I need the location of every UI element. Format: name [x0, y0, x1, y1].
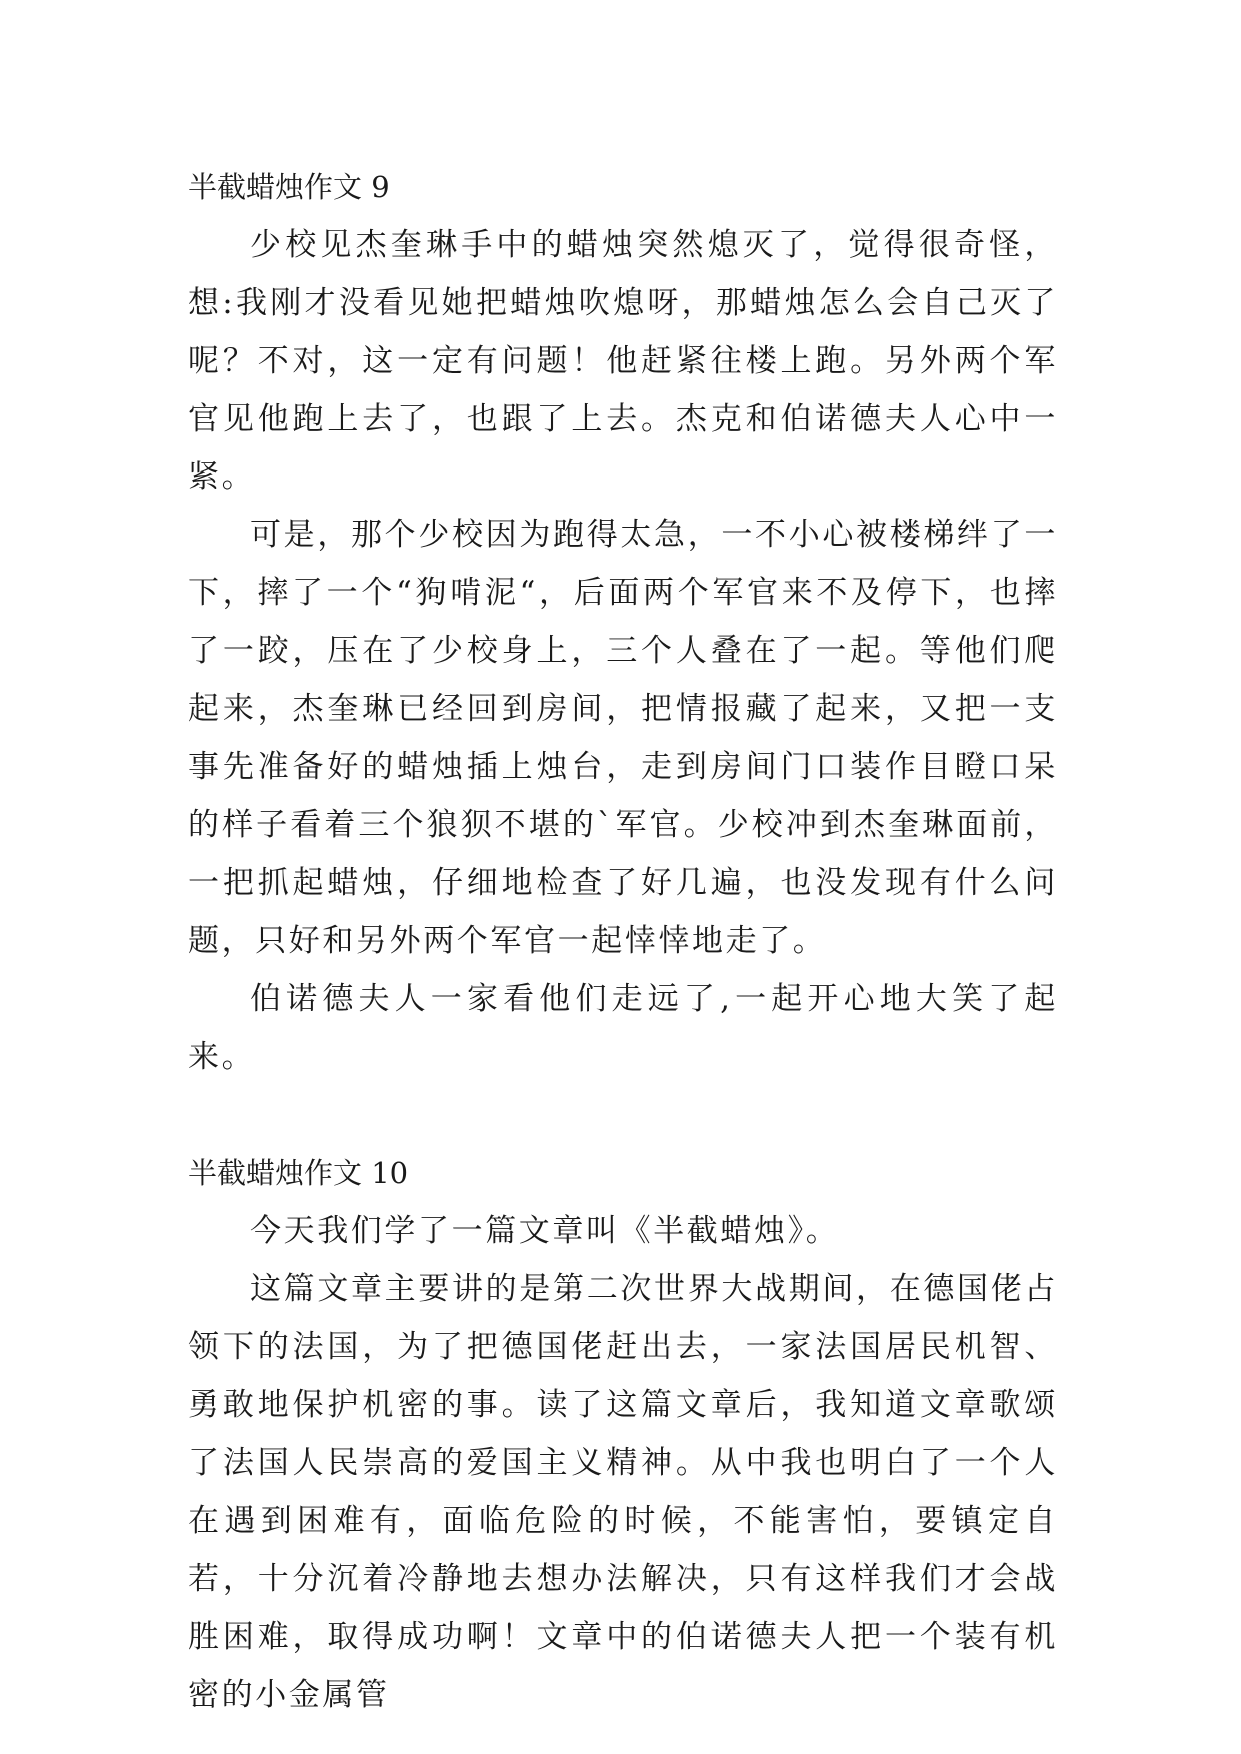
- section-title: 半截蜡烛作文 9: [188, 170, 390, 204]
- paragraph: 这篇文章主要讲的是第二次世界大战期间，在德国佬占领下的法国，为了把德国佬赶出去，一家法国居民机智、勇敢地保护机密的事。读了这篇文章后，我知道文章歌颂了法国人民崇高的爱国主义精神。从中我也明白了一个人在遇到困难有，面临危险的时候，不能害怕，要镇定自若，十分沉着冷静地去想办法解决，只有这样我们才会战胜困难，取得成功啊！文章中的伯诺德夫人把一个装有机密的小金属管: [188, 1271, 1058, 1713]
- document-page: [188, 158, 1058, 1724]
- essay-section-10: [188, 1144, 1058, 1724]
- section-title: 半截蜡烛作文 10: [188, 1156, 409, 1190]
- paragraph: 今天我们学了一篇文章叫《半截蜡烛》。: [250, 1213, 840, 1249]
- paragraph: 少校见杰奎琳手中的蜡烛突然熄灭了，觉得很奇怪，想:我刚才没看见她把蜡烛吹熄呀，那蜡烛怎么会自己灭了呢？不对，这一定有问题！他赶紧往楼上跑。另外两个军官见他跑上去了，也跟了上去。杰克和伯诺德夫人心中一紧。: [188, 227, 1058, 495]
- paragraph: 伯诺德夫人一家看他们走远了,一起开心地大笑了起来。: [188, 981, 1058, 1075]
- essay-section-9: [188, 158, 1058, 1086]
- section-spacer: [188, 1086, 1058, 1144]
- paragraph: 可是，那个少校因为跑得太急，一不小心被楼梯绊了一下，摔了一个“狗啃泥“，后面两个军官来不及停下，也摔了一跤，压在了少校身上，三个人叠在了一起。等他们爬起来，杰奎琳已经回到房间，把情报藏了起来，又把一支事先准备好的蜡烛插上烛台，走到房间门口装作目瞪口呆的样子看着三个狼狈不堪的`军官。少校冲到杰奎琳面前，一把抓起蜡烛，仔细地检查了好几遍，也没发现有什么问题，只好和另外两个军官一起悻悻地走了。: [188, 517, 1058, 959]
